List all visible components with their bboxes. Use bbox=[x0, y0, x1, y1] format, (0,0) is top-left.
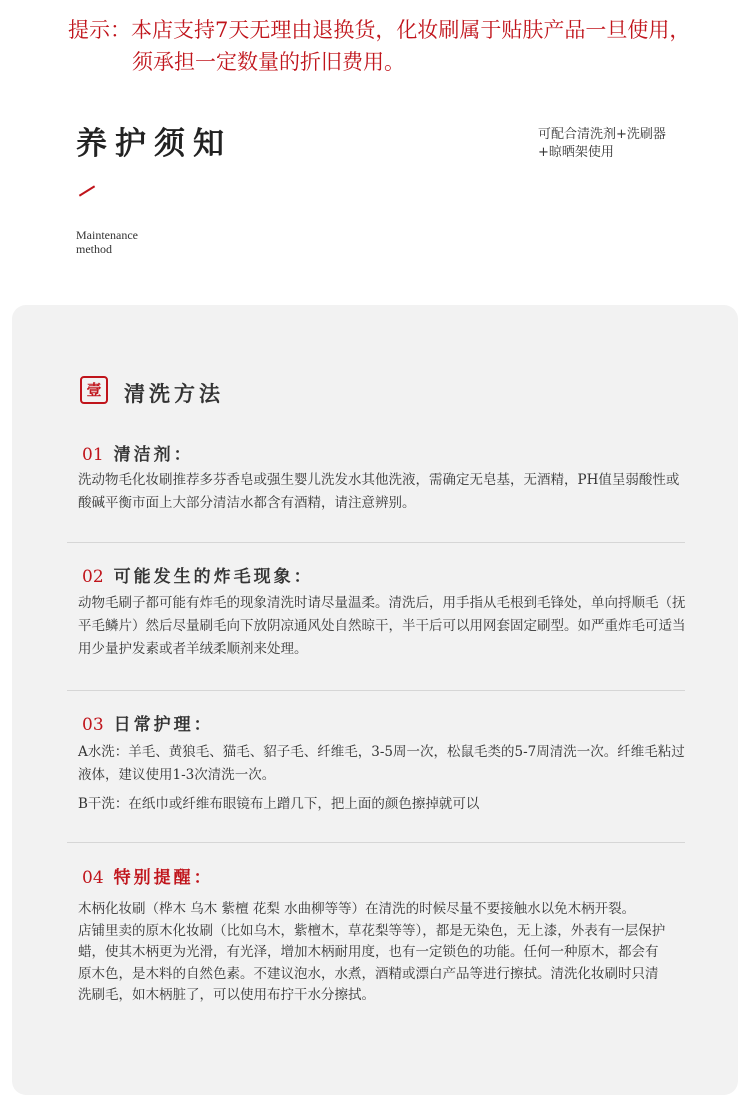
side-note-line-1: 可配合清洗剂+洗刷器 bbox=[538, 127, 666, 142]
return-policy-notice bbox=[68, 14, 728, 78]
section-main-title: 清洗方法 bbox=[124, 381, 224, 406]
divider bbox=[67, 690, 685, 691]
page-title: 养护须知 bbox=[76, 126, 232, 162]
section-04-body bbox=[78, 899, 666, 1007]
subtitle-en-line-1: Maintenance bbox=[76, 228, 138, 242]
section-03-label: 日常护理： bbox=[113, 715, 214, 735]
section-03-heading bbox=[82, 710, 214, 735]
section-02-paragraph: 动物毛刷子都可能有炸毛的现象清洗时请尽量温柔。清洗后，用手指从毛根到毛锋处，单向捋顺毛（抚平毛鳞片）然后尽量刷毛向下放阴凉通风处自然晾干，半干后可以用网套固定刷型。如严重炸毛可适当用少量护发素或者羊绒柔顺剂来处理。 bbox=[78, 595, 686, 657]
section-03-paragraph-a: A水洗：羊毛、黄狼毛、猫毛、貂子毛、纤维毛，3-5周一次，松鼠毛类的5-7周清洗一次。纤维毛粘过液体，建议使用1-3次清洗一次。 bbox=[78, 744, 685, 783]
section-03-number: 03 bbox=[82, 715, 104, 735]
divider bbox=[67, 542, 685, 543]
side-note-line-2: +晾晒架使用 bbox=[538, 145, 614, 160]
section-04-paragraph-b: 店铺里卖的原木化妆刷（比如乌木，紫檀木，草花梨等等），都是无染色，无上漆，外表有一层保护蜡，使其木柄更为光滑，有光泽，增加木柄耐用度，也有一定锁色的功能。任何一种原木，都会有原木色，是木料的自然色素。不建议泡水，水煮，酒精或漂白产品等进行擦拭。清洗化妆刷时只清洗刷毛，如木柄脏了，可以使用布拧干水分擦拭。 bbox=[78, 922, 666, 1003]
section-01-heading bbox=[82, 440, 194, 465]
section-01-body bbox=[78, 469, 688, 515]
section-04-heading bbox=[82, 863, 214, 888]
section-02-number: 02 bbox=[82, 567, 104, 587]
subtitle-en-line-2: method bbox=[76, 242, 112, 256]
section-04-label: 特别提醒： bbox=[113, 868, 214, 888]
section-number-badge: 壹 bbox=[80, 376, 108, 404]
section-02-label: 可能发生的炸毛现象： bbox=[113, 567, 314, 587]
page-subtitle-en bbox=[76, 228, 196, 256]
notice-line-1: 提示：本店支持7天无理由退换货，化妆刷属于贴肤产品一旦使用， bbox=[68, 18, 691, 42]
usage-side-note bbox=[538, 126, 708, 162]
title-accent-slash bbox=[79, 185, 95, 196]
section-04-paragraph-a: 木柄化妆刷（桦木 乌木 紫檀 花梨 水曲柳等等）在清洗的时候尽量不要接触水以免木柄开裂。 bbox=[78, 901, 636, 917]
divider bbox=[67, 842, 685, 843]
section-04-number: 04 bbox=[82, 868, 104, 888]
section-03-paragraph-b: B干洗：在纸巾或纤维布眼镜布上蹭几下，把上面的颜色擦掉就可以 bbox=[78, 796, 480, 812]
section-02-body bbox=[78, 592, 688, 661]
section-02-heading bbox=[82, 562, 314, 587]
notice-line-2: 须承担一定数量的折旧费用。 bbox=[132, 50, 405, 74]
section-01-number: 01 bbox=[82, 445, 104, 465]
section-01-paragraph: 洗动物毛化妆刷推荐多芬香皂或强生婴儿洗发水其他洗液，需确定无皂基，无酒精，PH值呈弱酸性或酸碱平衡市面上大部分清洁水都含有酒精，请注意辨别。 bbox=[78, 472, 680, 511]
section-03-body bbox=[78, 741, 688, 816]
section-01-label: 清洁剂： bbox=[113, 445, 194, 465]
